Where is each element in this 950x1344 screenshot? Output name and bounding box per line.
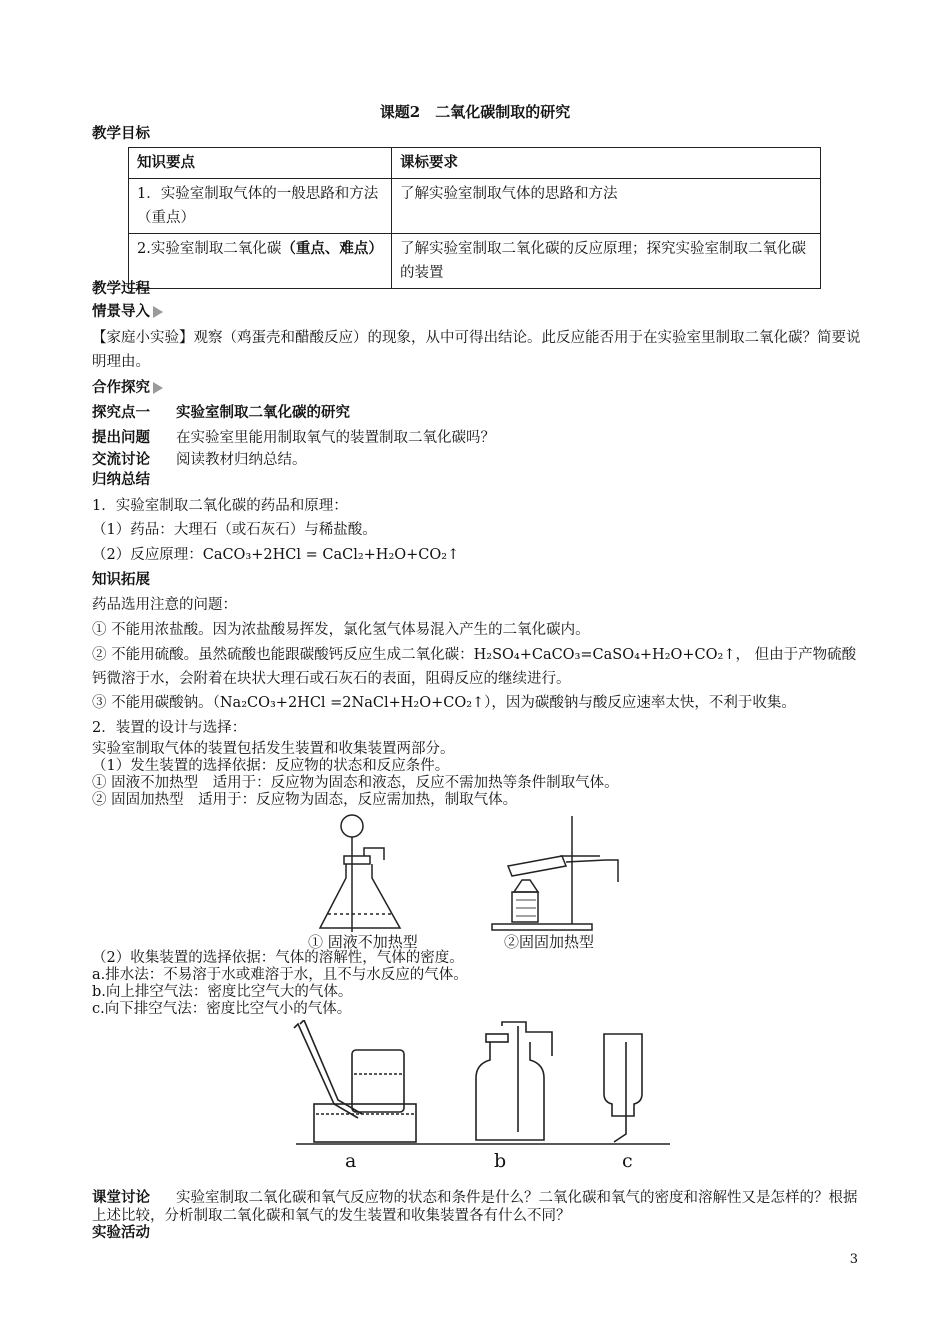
goals-heading: 教学目标 — [92, 125, 150, 142]
intro-heading — [92, 302, 163, 322]
collection-apparatus-figure — [288, 1020, 678, 1150]
device-item: ① 固液不加热型 适用于：反应物为固态和液态，反应不需加热等条件制取气体。 — [92, 775, 619, 791]
device-item: 实验室制取气体的装置包括发生装置和收集装置两部分。 — [92, 741, 455, 757]
figure-label: c — [622, 1150, 633, 1172]
figure-caption: ②固固加热型 — [504, 933, 595, 951]
explore-heading — [92, 378, 163, 398]
extend-item: ③ 不能用碳酸钠。（Na₂CO₃+2HCl =2NaCl+H₂O+CO₂↑），因为碳酸钠与酸反应速率太快，不利于收集。 — [92, 695, 796, 711]
class-label: 课堂讨论 — [92, 1189, 150, 1206]
discuss-line — [92, 450, 307, 470]
class-text: 实验室制取二氧化碳和氧气反应物的状态和条件是什么？二氧化碳和氧气的密度和溶解性又是怎样的？根据上述比较，分析制取二氧化碳和氧气的发生装置和收集装置各有什么不同？ — [92, 1190, 858, 1224]
extend-heading: 知识拓展 — [92, 571, 150, 588]
table-header: 知识要点 — [129, 148, 392, 179]
page-title: 课题2 二氧化碳制取的研究 — [379, 103, 571, 121]
extend-item: ① 不能用浓盐酸。因为浓盐酸易挥发，氯化氢气体易混入产生的二氧化碳内。 — [92, 622, 590, 638]
device-item: 2．装置的设计与选择： — [92, 720, 247, 736]
table-header: 课标要求 — [392, 148, 821, 179]
summary-item: （1）药品：大理石（或石灰石）与稀盐酸。 — [92, 522, 377, 538]
table-cell: 了解实验室制取二氧化碳的反应原理；探究实验室制取二氧化碳的装置 — [392, 234, 821, 289]
table-row — [129, 234, 821, 289]
collect-item: b.向上排空气法：密度比空气大的气体。 — [92, 984, 353, 1000]
extend-item: ② 不能用硫酸。虽然硫酸也能跟碳酸钙反应生成二氧化碳：H₂SO₄+CaCO₃=CaSO₄+H₂O+CO₂↑， 但由于产物硫酸钙微溶于水，会附着在块状大理石或石灰石的表面，阻碍反应的继续进行。 — [92, 647, 857, 687]
intro-paragraph: 【家庭小实验】观察（鸡蛋壳和醋酸反应）的现象，从中可得出结论。此反应能否用于在实验室里制取二氧化碳？简要说明理由。 — [92, 330, 861, 370]
table-row — [129, 179, 821, 234]
summary-item: 1．实验室制取二氧化碳的药品和原理： — [92, 498, 348, 514]
arrow-right-icon — [153, 306, 163, 318]
summary-item: （2）反应原理：CaCO₃+2HCl = CaCl₂+H₂O+CO₂↑ — [92, 547, 460, 563]
collect-item: c.向下排空气法：密度比空气小的气体。 — [92, 1001, 352, 1017]
point1-line — [92, 403, 350, 423]
figure-caption: ① 固液不加热型 — [308, 933, 418, 951]
class-discussion — [92, 1189, 862, 1225]
figure-label: a — [345, 1150, 357, 1172]
table-cell — [129, 234, 392, 289]
device-item: （1）发生装置的选择依据：反应物的状态和反应条件。 — [92, 758, 450, 774]
intro-heading-text: 情景导入 — [92, 303, 150, 320]
arrow-right-icon — [153, 382, 163, 394]
cell-text: 2.实验室制取二氧化碳 — [137, 241, 282, 257]
table-cell: 了解实验室制取气体的思路和方法 — [392, 179, 821, 234]
extend-item: 药品选用注意的问题： — [92, 597, 237, 613]
point1-label: 探究点一 — [92, 404, 150, 421]
question-line — [92, 428, 495, 448]
generation-apparatus-figure — [300, 812, 640, 938]
point1-title: 实验室制取二氧化碳的研究 — [176, 404, 350, 421]
discuss-text: 阅读教材归纳总结。 — [176, 452, 307, 468]
explore-heading-text: 合作探究 — [92, 379, 150, 396]
table-cell: 1．实验室制取气体的一般思路和方法（重点） — [129, 179, 392, 234]
device-item: ② 固固加热型 适用于：反应物为固态，反应需加热，制取气体。 — [92, 792, 518, 808]
page-number: 3 — [849, 1252, 858, 1267]
question-text: 在实验室里能用制取氧气的装置制取二氧化碳吗？ — [176, 430, 495, 446]
table-header-row — [129, 148, 821, 179]
objectives-table — [128, 147, 821, 289]
summary-heading: 归纳总结 — [92, 471, 150, 488]
figure-label: b — [494, 1150, 507, 1172]
process-heading: 教学过程 — [92, 280, 150, 297]
question-label: 提出问题 — [92, 429, 150, 446]
activity-heading: 实验活动 — [92, 1224, 150, 1241]
cell-emphasis: （重点、难点） — [281, 240, 383, 257]
collect-item: （2）收集装置的选择依据：气体的溶解性，气体的密度。 — [92, 950, 464, 966]
discuss-label: 交流讨论 — [92, 451, 150, 468]
collect-item: a.排水法：不易溶于水或难溶于水，且不与水反应的气体。 — [92, 967, 468, 983]
